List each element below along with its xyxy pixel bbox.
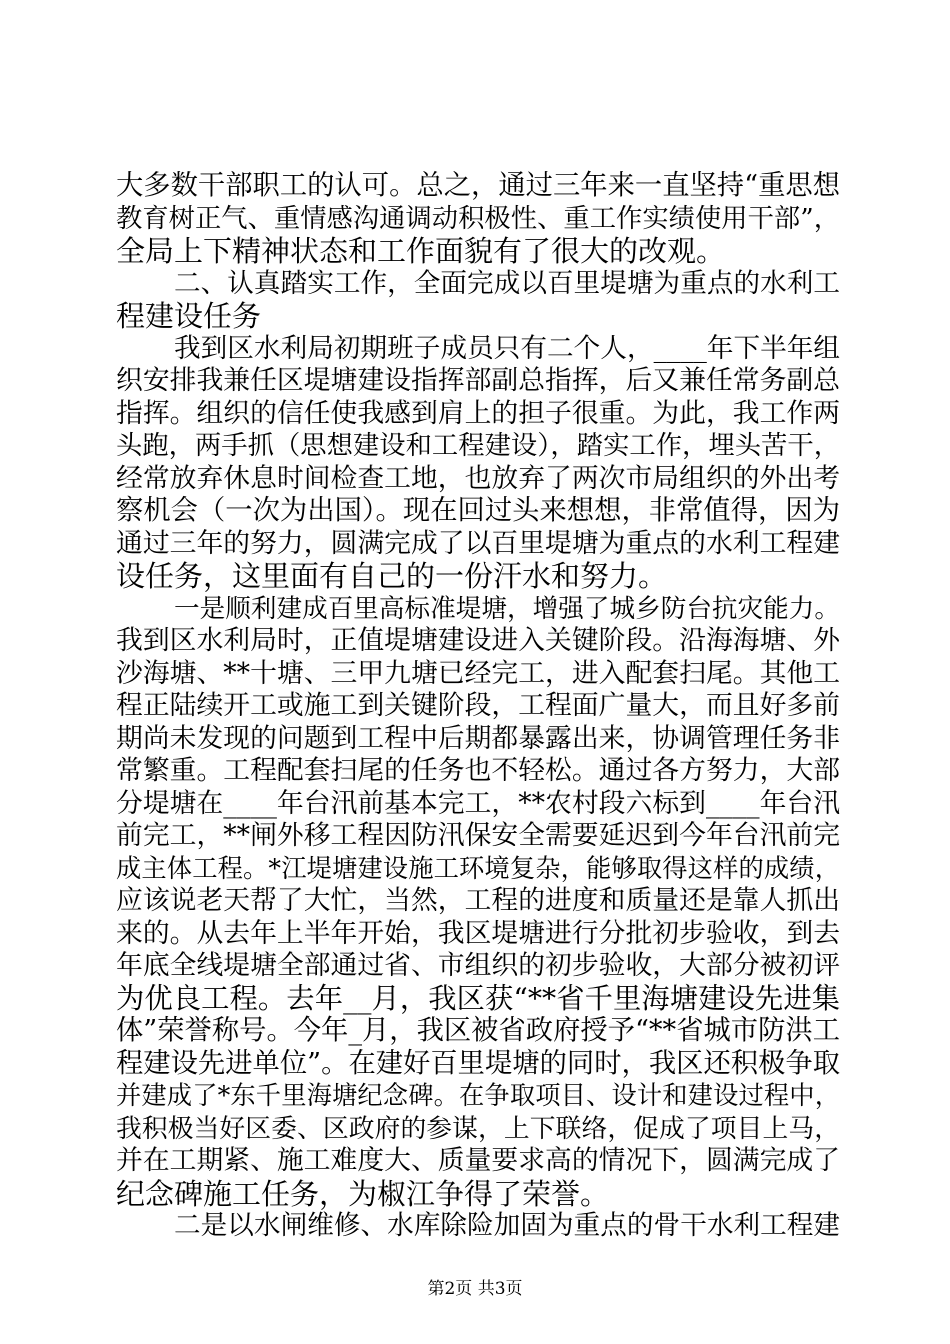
text-line: 期尚未发现的问题到工程中后期都暴露出来，协调管理任务非 [116,722,840,754]
text-line: 分堤塘在____年台汛前基本完工，**农村段六标到____年台汛 [116,787,840,819]
text-line: 应该说老天帮了大忙，当然，工程的进度和质量还是靠人抓出 [116,885,840,916]
text-line: 常繁重。工程配套扫尾的任务也不轻松。通过各方努力，大部 [116,755,840,786]
text-line: 指挥。组织的信任使我感到肩上的担子很重。为此，我工作两 [116,397,840,429]
text-line: 我积极当好区委、区政府的参谋，上下联络，促成了项目上马， [116,1113,840,1144]
text-line: 纪念碑施工任务，为椒江争得了荣誉。 [116,1176,610,1211]
page-number-footer: 第2页 共3页 [427,1279,523,1299]
text-line: 经常放弃休息时间检查工地，也放弃了两次市局组织的外出考 [116,462,840,494]
text-line: 程建设任务 [116,299,262,333]
text-line: 察机会（一次为出国）。现在回过头来想想，非常值得，因为 [116,495,840,526]
document-body [116,170,840,1243]
text-line: 头跑，两手抓（思想建设和工程建设），踏实工作，埋头苦干， [116,431,840,461]
text-line: 成主体工程。*江堤塘建设施工环境复杂，能够取得这样的成绩， [116,853,840,883]
text-line: 通过三年的努力，圆满完成了以百里堤塘为重点的水利工程建 [116,527,840,559]
text-line: 设任务，这里面有自己的一份汗水和努力。 [116,559,668,593]
text-line: 并在工期紧、施工难度大、质量要求高的情况下，圆满完成了 [116,1145,840,1176]
text-line: 前完工，**闸外移工程因防汛保安全需要延迟到今年台汛前完 [116,820,840,851]
text-line: 沙海塘、**十塘、三甲九塘已经完工，进入配套扫尾。其他工 [116,657,840,689]
text-line: 织安排我兼任区堤塘建设指挥部副总指挥，后又兼任常务副总 [116,365,840,396]
text-line: 程正陆续开工或施工到关键阶段，工程面广量大，而且好多前 [116,690,840,721]
text-line: 程建设先进单位”。在建好百里堤塘的同时，我区还积极争取 [116,1047,840,1079]
text-line: 年底全线堤塘全部通过省、市组织的初步验收，大部分被初评 [116,950,840,981]
text-line: 全局上下精神状态和工作面貌有了很大的改观。 [116,234,726,268]
text-line: 大多数干部职工的认可。总之，通过三年来一直坚持“重思想 [116,170,840,201]
text-line: 二是以水闸维修、水库除险加固为重点的骨干水利工程建 [174,1210,840,1241]
text-line: 体”荣誉称号。今年_月，我区被省政府授予“**省城市防洪工 [116,1015,840,1046]
text-line: 我到区水利局时，正值堤塘建设进入关键阶段。沿海海塘、外 [116,625,840,656]
text-line: 来的。从去年上半年开始，我区堤塘进行分批初步验收，到去 [116,917,840,949]
text-line: 教育树正气、重情感沟通调动积极性、重工作实绩使用干部”， [116,203,840,234]
text-line: 为优良工程。去年__月，我区获“**省千里海塘建设先进集 [116,981,840,1015]
text-line: 并建成了*东千里海塘纪念碑。在争取项目、设计和建设过程中， [116,1081,840,1110]
text-line: 二、认真踏实工作，全面完成以百里堤塘为重点的水利工 [174,267,840,299]
text-line: 一是顺利建成百里高标准堤塘，增强了城乡防台抗灾能力。 [174,593,840,624]
text-line: 我到区水利局初期班子成员只有二个人，____年下半年组 [174,332,840,364]
